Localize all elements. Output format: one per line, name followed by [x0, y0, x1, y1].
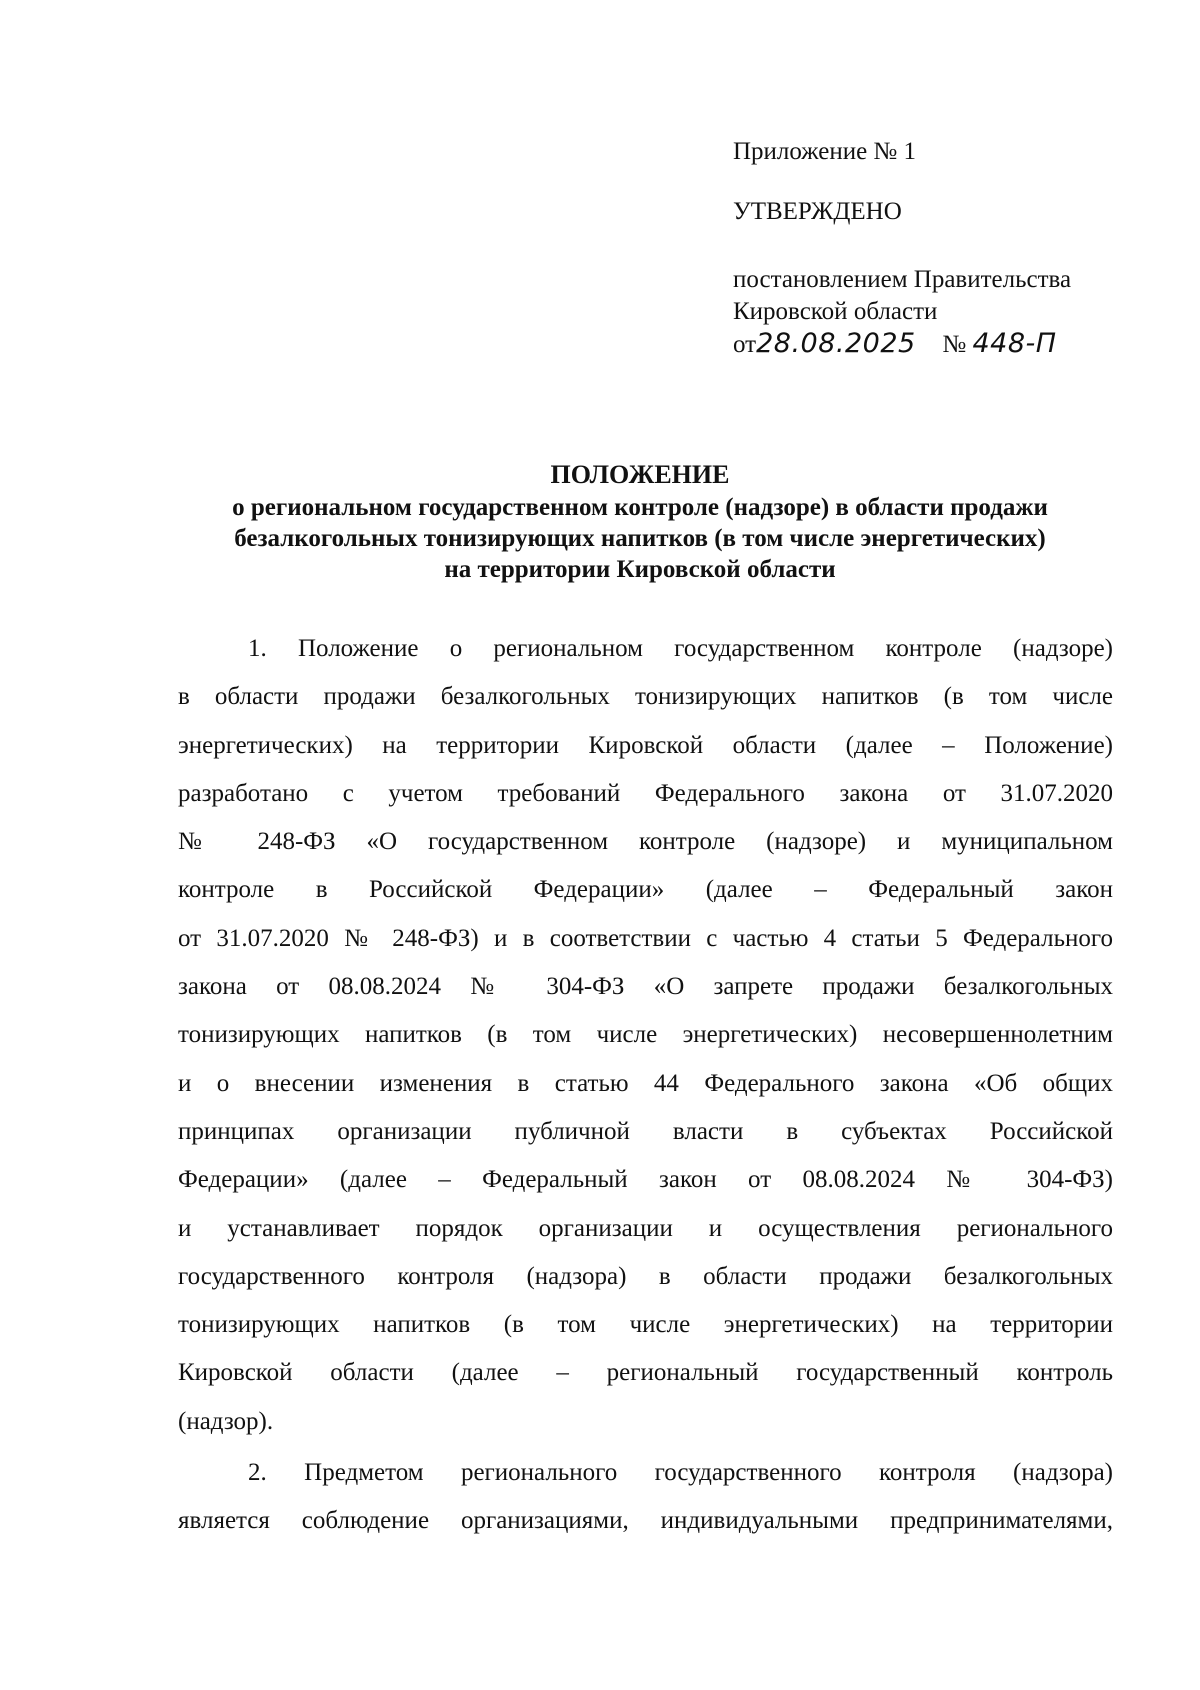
text-line: контроле в Российской Федерации» (далее – Федеральный закон [178, 876, 1113, 904]
text-line: энергетических) на территории Кировской области (далее – Положение) [178, 731, 1113, 759]
decree-date-number [733, 328, 1173, 361]
document-title: ПОЛОЖЕНИЕ [550, 460, 730, 489]
text-line: разработано с учетом требований Федерального закона от 31.07.2020 [178, 779, 1113, 807]
document-subtitle-line: безалкогольных тонизирующих напитков (в том числе энергетических) [234, 525, 1046, 552]
document-body [178, 633, 1113, 1554]
paragraph-1 [178, 633, 1113, 1454]
paragraph-2 [178, 1457, 1113, 1554]
text-line: и устанавливает порядок организации и осуществления регионального [178, 1214, 1113, 1242]
approved-by-line: постановлением Правительства [733, 266, 1072, 293]
text-line: от 31.07.2020 № 248-ФЗ) и в соответствии с частью 4 статьи 5 Федерального [178, 924, 1113, 952]
text-line: тонизирующих напитков (в том числе энергетических) несовершеннолетним [178, 1021, 1113, 1049]
text-line: государственного контроля (надзора) в области продажи безалкогольных [178, 1262, 1113, 1290]
appendix-label: Приложение № 1 [733, 138, 917, 165]
handwritten-date: 28.08.2025 [756, 328, 916, 359]
approved-by-region: Кировской области [733, 298, 938, 325]
text-line: в области продажи безалкогольных тонизирующих напитков (в том числе [178, 683, 1113, 711]
text-line: и о внесении изменения в статью 44 Федерального закона «Об общих [178, 1069, 1113, 1097]
number-prefix: № [942, 331, 967, 358]
text-line: 2. Предметом регионального государственного контроля (надзора) [248, 1459, 1113, 1487]
text-line: (надзор). [178, 1407, 274, 1435]
text-line: Кировской области (далее – региональный государственный контроль [178, 1359, 1113, 1387]
approved-stamp-text: УТВЕРЖДЕНО [733, 198, 902, 225]
text-line: № 248-ФЗ «О государственном контроле (надзоре) и муниципальном [178, 828, 1113, 856]
text-line: принципах организации публичной власти в субъектах Российской [178, 1117, 1113, 1145]
document-heading [150, 459, 1130, 585]
document-subtitle-line: на территории Кировской области [444, 556, 836, 583]
handwritten-number: 448-П [972, 328, 1057, 359]
text-line: является соблюдение организациями, индивидуальными предпринимателями, [178, 1507, 1113, 1535]
text-line: закона от 08.08.2024 № 304-ФЗ «О запрете продажи безалкогольных [178, 973, 1113, 1001]
text-line: тонизирующих напитков (в том числе энергетических) на территории [178, 1311, 1113, 1339]
date-prefix: от [733, 331, 757, 358]
document-subtitle-line: о региональном государственном контроле (надзоре) в области продажи [232, 494, 1048, 521]
approval-block [733, 136, 1173, 361]
text-line: 1. Положение о региональном государственном контроле (надзоре) [248, 635, 1113, 662]
text-line: Федерации» (далее – Федеральный закон от 08.08.2024 № 304-ФЗ) [178, 1166, 1113, 1194]
